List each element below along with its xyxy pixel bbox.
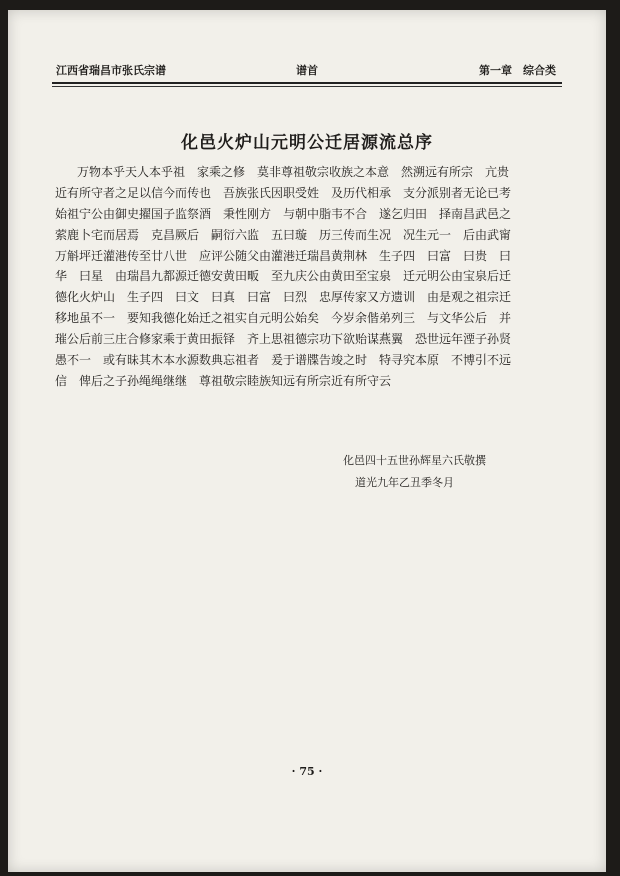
text-line: 始祖宁公由御史擢国子监祭酒 秉性刚方 与朝中脂韦不合 遂乞归田 择南昌武邑之	[55, 206, 512, 221]
book-page	[8, 10, 606, 872]
text-line: 璀公后前三庄合修家乘于黄田振铎 齐上思祖德宗功下欲贻谋燕翼 恐世远年湮子孙贤	[55, 332, 512, 347]
header-rule-thin	[52, 86, 562, 87]
signature-date: 道光九年乙丑季冬月	[355, 476, 454, 489]
header-chapter: 第一章 综合类	[479, 64, 556, 77]
text-line: 万物本乎天人本乎祖 家乘之修 莫非尊祖敬宗收族之本意 然溯远有所宗 亢贵	[77, 165, 510, 179]
text-line: 德化火炉山 生子四 曰文 曰真 曰富 曰烈 忠厚传家又方遗训 由是观之祖宗迁	[55, 290, 512, 305]
text-line: 近有所守者之足以信今而传也 吾族张氏因职受姓 及历代相承 支分派别者无论已考	[55, 185, 512, 200]
signature-block	[343, 450, 486, 494]
header-book-title: 江西省瑞昌市张氏宗谱	[56, 64, 166, 77]
running-header	[56, 62, 556, 80]
header-section: 谱首	[296, 64, 318, 77]
text-line: 华 曰星 由瑞昌九都源迁德安黄田畈 至九庆公由黄田至宝泉 迁元明公由宝泉后迁	[55, 269, 512, 284]
text-line: 移地虽不一 要知我德化始迁之祖实自元明公始矣 今岁余偕弟列三 与文华公后 并	[55, 311, 512, 326]
text-line: 信 俾后之子孙绳绳继继 尊祖敬宗睦族知远有所宗近有所守云	[55, 373, 392, 388]
text-line: 萦鹿卜宅而居焉 克昌厥后 嗣衍六监 五曰璇 历三传而生况 况生元一 后由武甯	[55, 227, 512, 242]
preface-body	[55, 162, 561, 392]
page-number: · 75 ·	[291, 765, 323, 778]
text-line: 万斛坪迁灌港传至廿八世 应评公随父由灌港迁瑞昌黄荆林 生子四 曰富 曰贵 曰	[55, 248, 512, 263]
text-line: 愚不一 或有昧其木本水源数典忘祖者 爰于谱牒告竣之时 特寻究本原 不博引不远	[55, 353, 512, 368]
page-title: 化邑火炉山元明公迁居源流总序	[181, 133, 433, 153]
header-rule	[52, 82, 562, 84]
signature-author: 化邑四十五世孙辉星六氏敬撰	[343, 454, 486, 467]
